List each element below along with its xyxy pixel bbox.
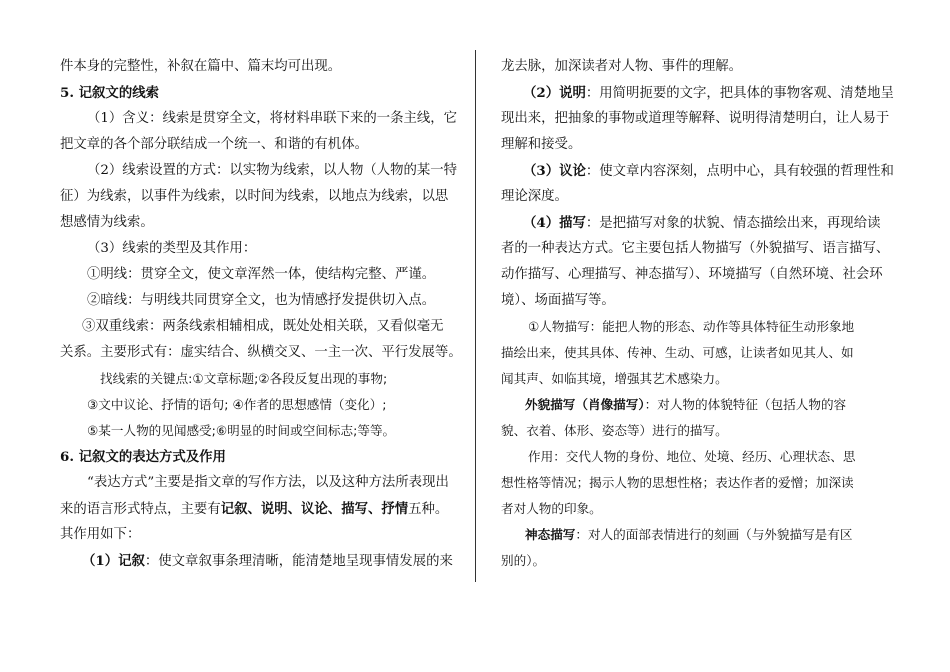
text-line: 现出来，把抽象的事物或道理等解释、说明得清楚明白，让人易于 [501, 111, 890, 126]
text-line: （2）线索设置的方式：以实物为线索，以人物（人物的某一特 [87, 163, 458, 178]
text-line: “表达方式”主要是指文章的写作方法，以及这种方法所表现出 [87, 475, 449, 490]
text-line [501, 80, 897, 106]
text-span: ：用简明扼要的文字，把具体的事物客观、清楚地呈 [585, 86, 894, 101]
term-expression: 神态描写 [525, 527, 576, 542]
text-line [501, 158, 897, 184]
text-line: 理解和接受。 [501, 137, 582, 152]
section-heading-clues: 5. 记叙文的线索 [60, 85, 159, 101]
term-explanation: （2）说明 [523, 85, 586, 101]
bold-keywords: 记叙、说明、议论、描写、抒情 [220, 501, 409, 517]
text-line: 别的）。 [501, 553, 546, 568]
text-line: 找线索的关键点:①文章标题;②各段反复出现的事物; [100, 371, 388, 386]
text-line: 闻其声、如临其境，增强其艺术感染力。 [501, 371, 728, 386]
left-column [60, 54, 462, 574]
text-span: 五种。 [408, 502, 449, 517]
text-span: ：使文章叙事条理清晰，能清楚地呈现事情发展的来 [144, 554, 453, 569]
text-span: 来的语言形式特点，主要有 [60, 502, 221, 517]
text-line [60, 496, 455, 522]
text-span: ：对人的面部表情进行的刻画（与外貌描写是有区 [575, 527, 853, 542]
text-line: 关系。主要形式有：虚实结合、纵横交叉、一主一次、平行发展等。 [60, 345, 462, 360]
text-line: 动作描写、心理描写、神态描写）、环境描写（自然环境、社会环 [501, 267, 883, 282]
text-line: 者对人物的印象。 [501, 501, 602, 516]
text-line: （3）线索的类型及其作用： [87, 241, 257, 256]
text-line: ①人物描写：能把人物的形态、动作等具体特征生动形象地 [528, 319, 855, 334]
column-divider [475, 50, 476, 582]
text-line: 描绘出来，使其具体、传神、生动、可感，让读者如见其人、如 [501, 345, 854, 360]
term-appearance: 外貌描写（肖像描写） [525, 397, 645, 412]
term-argument: （3）议论 [523, 163, 586, 179]
text-line: （1）含义：线索是贯穿全文，将材料串联下来的一条主线，它 [87, 111, 458, 126]
text-line: 貌、衣着、体形、姿态等）进行的描写。 [501, 423, 728, 438]
text-line: 作用：交代人物的身份、地位、处境、经历、心理状态、思 [528, 449, 856, 464]
text-line: 理论深度。 [501, 189, 568, 204]
text-line: 境）、场面描写等。 [501, 293, 615, 308]
term-description: （4）描写 [523, 215, 586, 231]
text-line: 征）为线索，以事件为线索，以时间为线索，以地点为线索，以思 [60, 189, 449, 204]
text-line [501, 210, 897, 236]
text-line: 件本身的完整性，补叙在篇中、篇末均可出现。 [60, 59, 342, 74]
text-line: ⑤某一人物的见闻感受;⑥明显的时间或空间标志;等等。 [87, 423, 396, 438]
text-line: 想性格等情况；揭示人物的思想性格；表达作者的爱憎；加深读 [501, 475, 854, 490]
text-line: 想感情为线索。 [60, 215, 154, 230]
text-line: 龙去脉，加深读者对人物、事件的理解。 [501, 59, 743, 74]
term-narration: （1）记叙 [82, 553, 145, 569]
text-span: ：对人物的体貌特征（包括人物的容 [644, 397, 847, 412]
right-column [501, 54, 897, 574]
text-line [501, 522, 897, 548]
text-span: ：是把描写对象的状貌、情态描绘出来，再现给读 [585, 216, 881, 231]
text-span: ：使文章内容深刻，点明中心，具有较强的哲理性和 [585, 164, 894, 179]
text-line: ③双重线索：两条线索相辅相成，既处处相关联，又看似毫无 [82, 319, 444, 334]
text-line [501, 392, 897, 418]
section-heading-expression: 6. 记叙文的表达方式及作用 [60, 449, 226, 465]
text-line: ③文中议论、抒情的语句; ④作者的思想感情（变化）; [87, 397, 387, 412]
text-line: 把文章的各个部分联结成一个统一、和谐的有机体。 [60, 137, 368, 152]
text-line: 其作用如下： [60, 527, 141, 542]
text-line: ①明线：贯穿全文，使文章浑然一体，使结构完整、严谨。 [87, 267, 436, 282]
text-line: ②暗线：与明线共同贯穿全文，也为情感抒发提供切入点。 [87, 293, 436, 308]
text-line: 者的一种表达方式。它主要包括人物描写（外貌描写、语言描写、 [501, 241, 890, 256]
text-line [60, 548, 455, 574]
